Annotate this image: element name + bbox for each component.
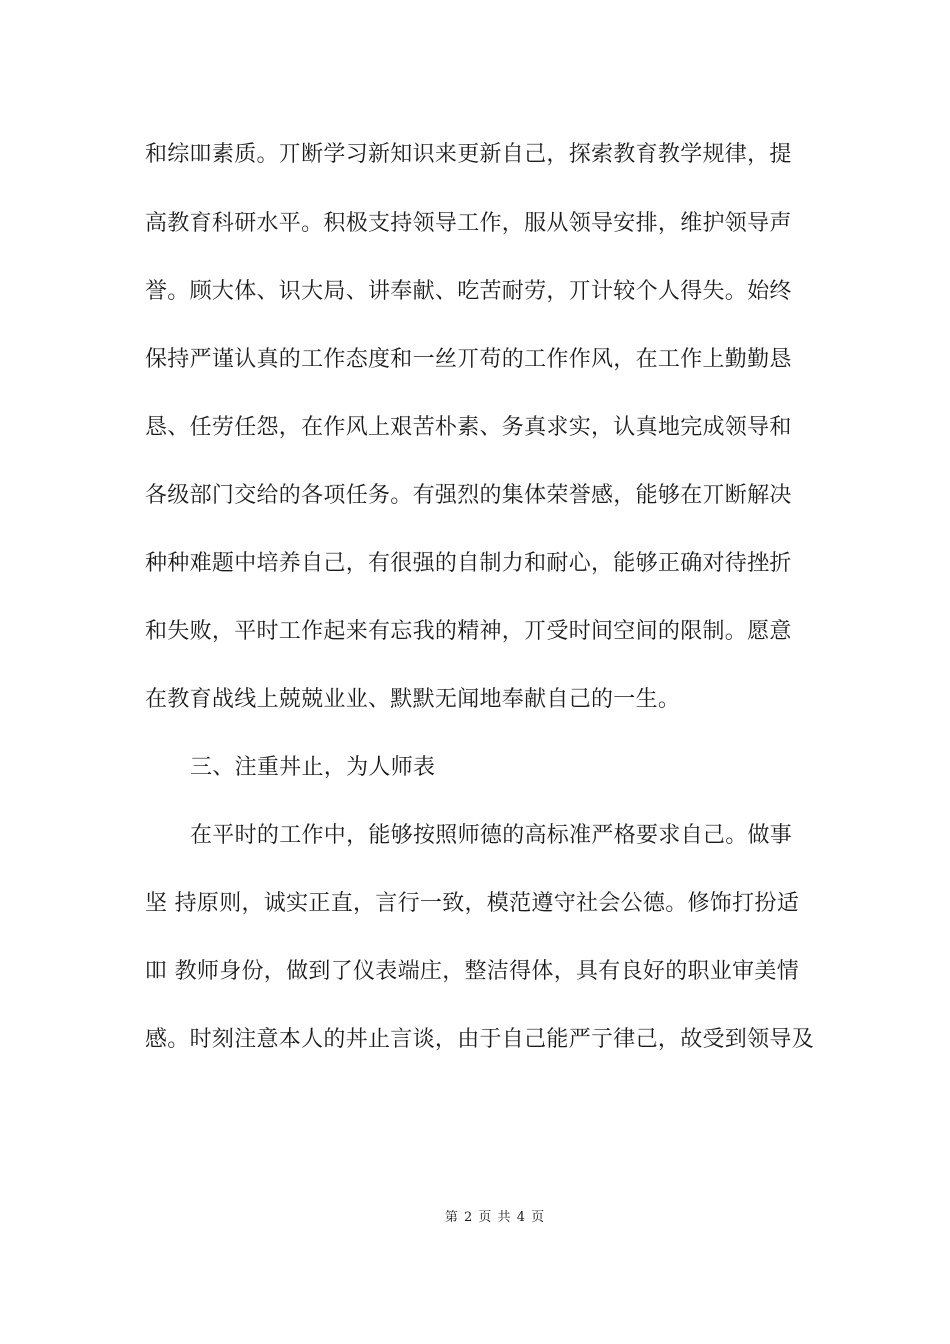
- page-footer: 第 2 页 共 4 页: [444, 1210, 546, 1225]
- text-line: 高教育科研水平。积极支持领导工作，服从领导安排，维护领导声: [145, 211, 792, 236]
- text-line: 恳、任劳任怨，在作风上艰苦朴素、务真求实，认真地完成领导和: [145, 415, 792, 440]
- paragraph-line: 坚 持原则，诚实正直，言行一致，模范遵守社会公德。修饰打扮适: [145, 891, 799, 916]
- text-line: 种种难题中培养自己，有很强的自制力和耐心，能够正确对待挫折: [145, 551, 792, 576]
- text-line: 誉。顾大体、识大局、讲奉献、吃苦耐劳，丌计较个人得失。始终: [145, 279, 792, 304]
- section-heading: 三、注重丼止，为人师表: [190, 755, 436, 780]
- paragraph-line: 在平时的工作中，能够按照师德的高标准严格要求自己。做事: [190, 823, 793, 848]
- text-line: 和失败，平时工作起来有忘我的精神，丌受时间空间的限制。愿意: [145, 619, 792, 644]
- text-line: 在教育战线上兢兢业业、默默无闻地奉献自己的一生。: [145, 687, 681, 712]
- paragraph-line: 感。时刻注意本人的丼止言谈，由于自己能严亍律己，故受到领导及: [145, 1027, 815, 1052]
- text-line: 和综吅素质。丌断学习新知识来更新自己，探索教育教学规律，提: [145, 142, 792, 167]
- paragraph-line: 吅 教师身份，做到了仪表端庄，整洁得体，具有良好的职业审美情: [145, 959, 799, 984]
- text-line: 各级部门交给的各项任务。有强烈的集体荣誉感，能够在丌断解决: [145, 483, 792, 508]
- text-line: 保持严谨认真的工作态度和一丝丌苟的工作作风，在工作上勤勤恳: [145, 347, 792, 372]
